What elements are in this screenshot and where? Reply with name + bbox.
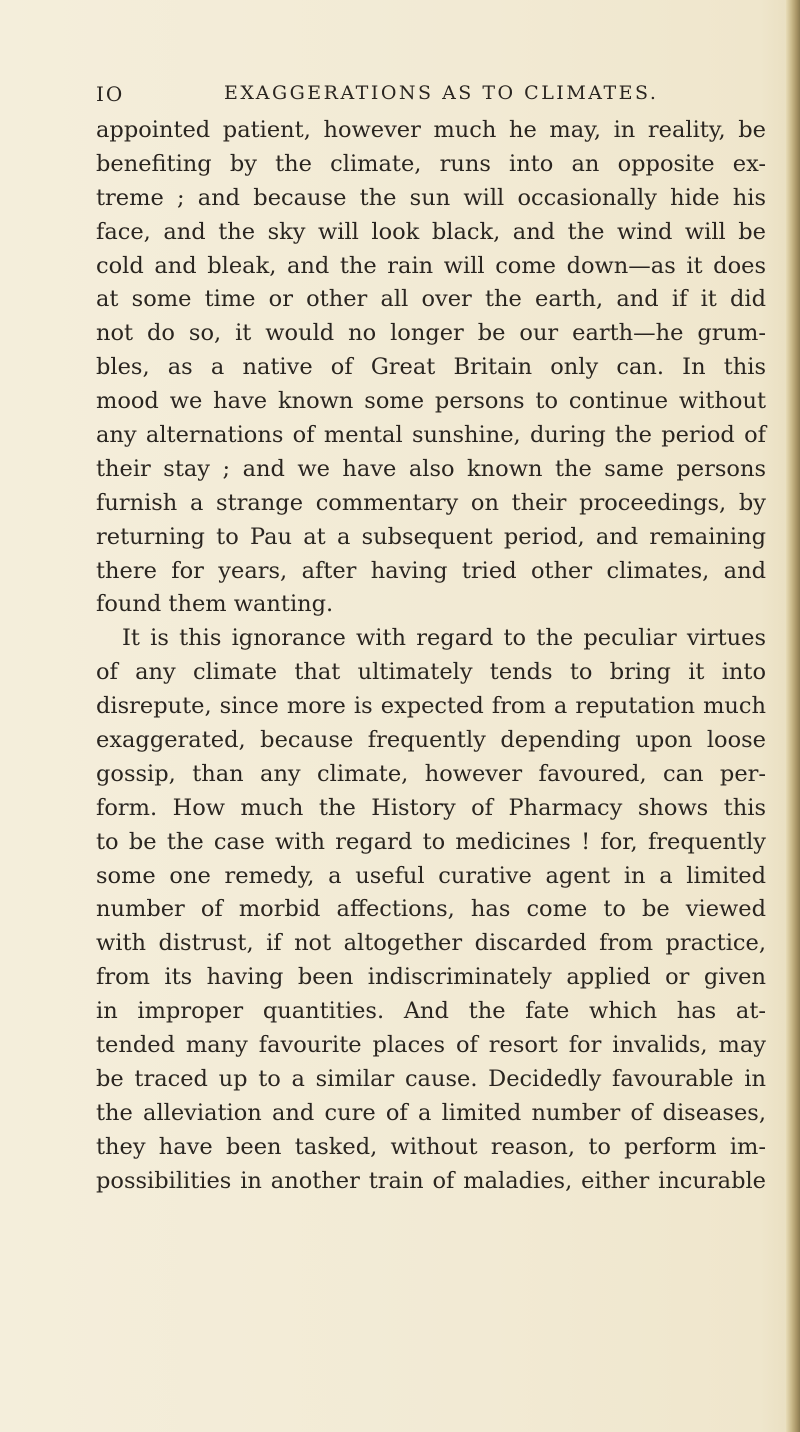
text-line: the alleviation and cure of a limited number of diseases, [96,1099,766,1126]
text-line: at some time or other all over the earth, and if it did [96,286,766,313]
running-title: EXAGGERATIONS AS TO CLIMATES. [224,82,659,104]
text-line: benefiting by the climate, runs into an opposite ex- [96,150,766,177]
text-line: form. How much the History of Pharmacy shows this [96,794,766,821]
text-line: appointed patient, however much he may, in reality, be [96,117,766,143]
text-line: of any climate that ultimately tends to bring it into [96,659,766,686]
text-line: returning to Pau at a subsequent period, and remaining [96,523,766,550]
paragraph-start-line: It is this ignorance with regard to the peculiar virtues [122,625,766,652]
text-line: disrepute, since more is expected from a reputation much [96,693,766,720]
text-line: with distrust, if not altogether discarded from practice, [96,930,766,957]
text-line: face, and the sky will look black, and the wind will be [96,218,766,245]
body-text [96,114,766,1199]
text-line: their stay ; and we have also known the same persons [96,455,766,482]
text-line: tended many favourite places of resort for invalids, may [96,1032,766,1059]
text-line: number of morbid affections, has come to be viewed [96,896,766,923]
text-line: possibilities in another train of maladies, either incurable [96,1167,766,1194]
text-line: be traced up to a similar cause. Decidedly favourable in [96,1065,766,1092]
text-line: furnish a strange commentary on their proceedings, by [96,489,766,516]
text-line: to be the case with regard to medicines ! for, frequently [96,828,766,855]
text-line: there for years, after having tried other climates, and [96,557,766,584]
text-line: gossip, than any climate, however favoured, can per- [96,760,766,787]
text-line: mood we have known some persons to continue without [96,388,766,415]
text-line: in improper quantities. And the fate which has at- [96,998,766,1025]
text-line: from its having been indiscriminately applied or given [96,964,766,991]
text-line: found them wanting. [96,591,334,618]
text-line: treme ; and because the sun will occasionally hide his [96,184,766,211]
text-line: exaggerated, because frequently depending upon loose [96,727,766,754]
text-line: bles, as a native of Great Britain only can. In this [96,354,766,381]
text-line: cold and bleak, and the rain will come down—as it does [96,252,766,279]
page-header [96,82,736,112]
text-line: they have been tasked, without reason, to perform im- [96,1133,766,1160]
text-line: some one remedy, a useful curative agent in a limited [96,862,766,889]
page-number: IO [96,82,125,106]
text-line: any alternations of mental sunshine, during the period of [96,422,766,449]
text-line: not do so, it would no longer be our earth—he grum- [96,320,766,347]
page-edge-shadow [786,0,800,1432]
